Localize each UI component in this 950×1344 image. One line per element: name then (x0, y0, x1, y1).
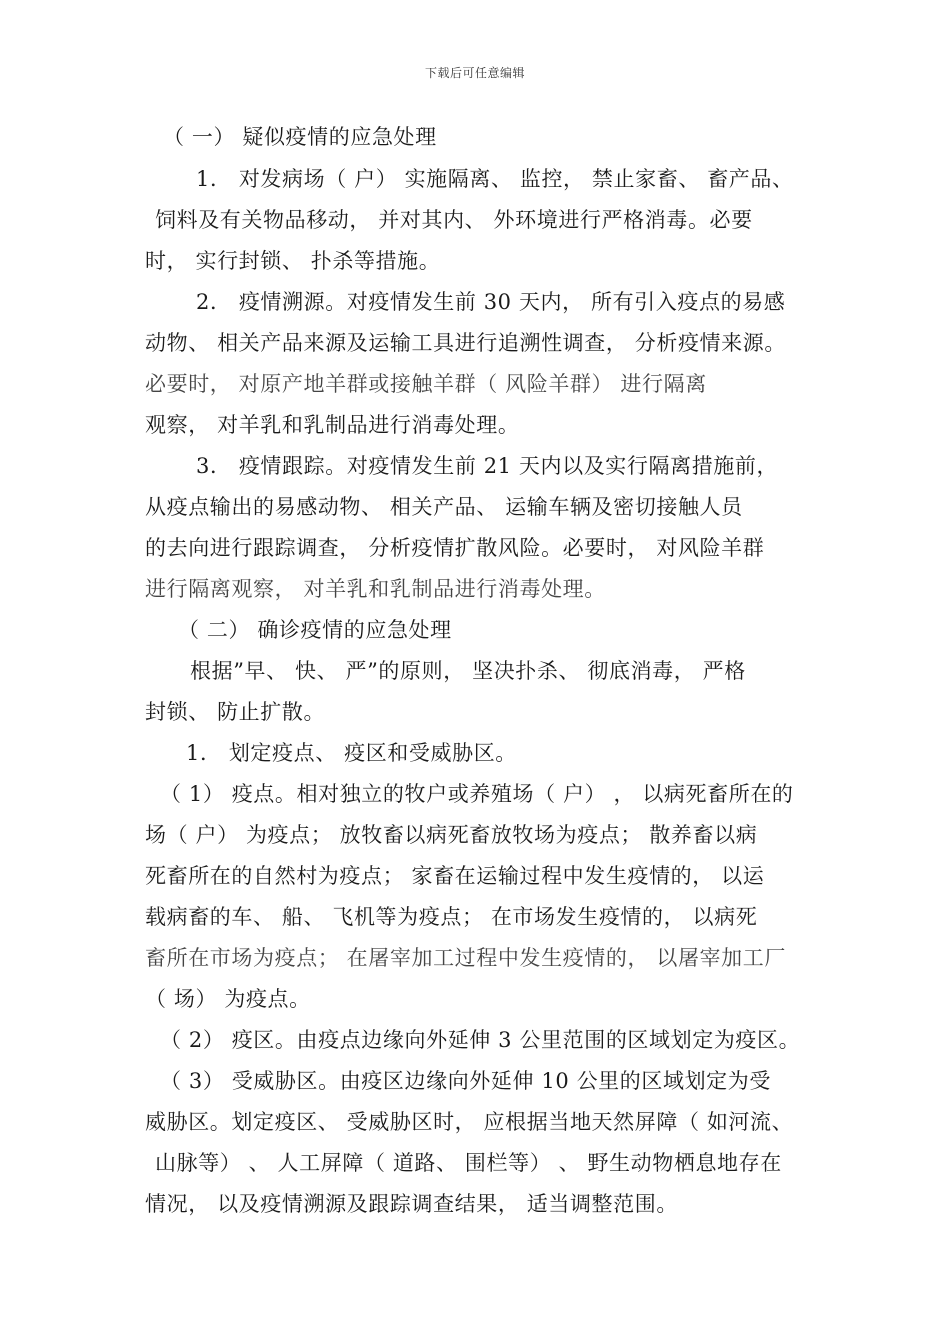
paragraph-line: 进行隔离观察， 对羊乳和乳制品进行消毒处理。 (145, 577, 606, 601)
paragraph-line: 威胁区。划定疫区、 受威胁区时， 应根据当地天然屏障（ 如河流、 (145, 1110, 794, 1134)
paragraph-line: （ 1） 疫点。相对独立的牧户或养殖场（ 户） ， 以病死畜所在的 (160, 782, 794, 806)
header-watermark: 下载后可任意编辑 (424, 66, 525, 80)
paragraph-line: 死畜所在的自然村为疫点； 家畜在运输过程中发生疫情的， 以运 (145, 864, 765, 888)
paragraph-line: （ 场） 为疫点。 (145, 987, 311, 1011)
paragraph-line: （ 3） 受威胁区。由疫区边缘向外延伸 10 公里的区域划定为受 (160, 1069, 771, 1093)
section-heading-suspected: （ 一） 疑似疫情的应急处理 (163, 125, 437, 149)
paragraph-line: 山脉等） 、 人工屏障（ 道路、 围栏等） 、 野生动物栖息地存在 (155, 1151, 782, 1175)
paragraph-line: 畜所在市场为疫点； 在屠宰加工过程中发生疫情的， 以屠宰加工厂 (145, 946, 786, 970)
paragraph-line: 情况， 以及疫情溯源及跟踪调查结果， 适当调整范围。 (145, 1192, 678, 1216)
paragraph-line: 的去向进行跟踪调查， 分析疫情扩散风险。必要时， 对风险羊群 (145, 536, 765, 560)
paragraph-line: 观察， 对羊乳和乳制品进行消毒处理。 (145, 413, 520, 437)
paragraph-line: 从疫点输出的易感动物、 相关产品、 运输车辆及密切接触人员 (145, 495, 743, 519)
paragraph-line: 2． 疫情溯源。对疫情发生前 30 天内， 所有引入疫点的易感 (196, 290, 786, 314)
paragraph-line: 动物、 相关产品来源及运输工具进行追溯性调查， 分析疫情来源。 (145, 331, 786, 355)
paragraph-line: 根据”早、 快、 严”的原则， 坚决扑杀、 彻底消毒， 严格 (190, 659, 746, 683)
paragraph-line: （ 2） 疫区。由疫点边缘向外延伸 3 公里范围的区域划定为疫区。 (160, 1028, 801, 1052)
subsection-heading: 1． 划定疫点、 疫区和受威胁区。 (186, 741, 517, 765)
paragraph-line: 封锁、 防止扩散。 (145, 700, 326, 724)
paragraph-line: 1． 对发病场（ 户） 实施隔离、 监控， 禁止家畜、 畜产品、 (196, 167, 794, 191)
paragraph-line: 场（ 户） 为疫点； 放牧畜以病死畜放牧场为疫点； 散养畜以病 (145, 823, 758, 847)
paragraph-line: 饲料及有关物品移动， 并对其内、 外环境进行严格消毒。必要 (155, 208, 753, 232)
section-heading-confirmed: （ 二） 确诊疫情的应急处理 (178, 618, 452, 642)
paragraph-line: 时， 实行封锁、 扑杀等措施。 (145, 249, 441, 273)
paragraph-line: 必要时， 对原产地羊群或接触羊群（ 风险羊群） 进行隔离 (145, 372, 707, 396)
paragraph-line: 3． 疫情跟踪。对疫情发生前 21 天内以及实行隔离措施前， (196, 454, 779, 478)
paragraph-line: 载病畜的车、 船、 飞机等为疫点； 在市场发生疫情的， 以病死 (145, 905, 758, 929)
